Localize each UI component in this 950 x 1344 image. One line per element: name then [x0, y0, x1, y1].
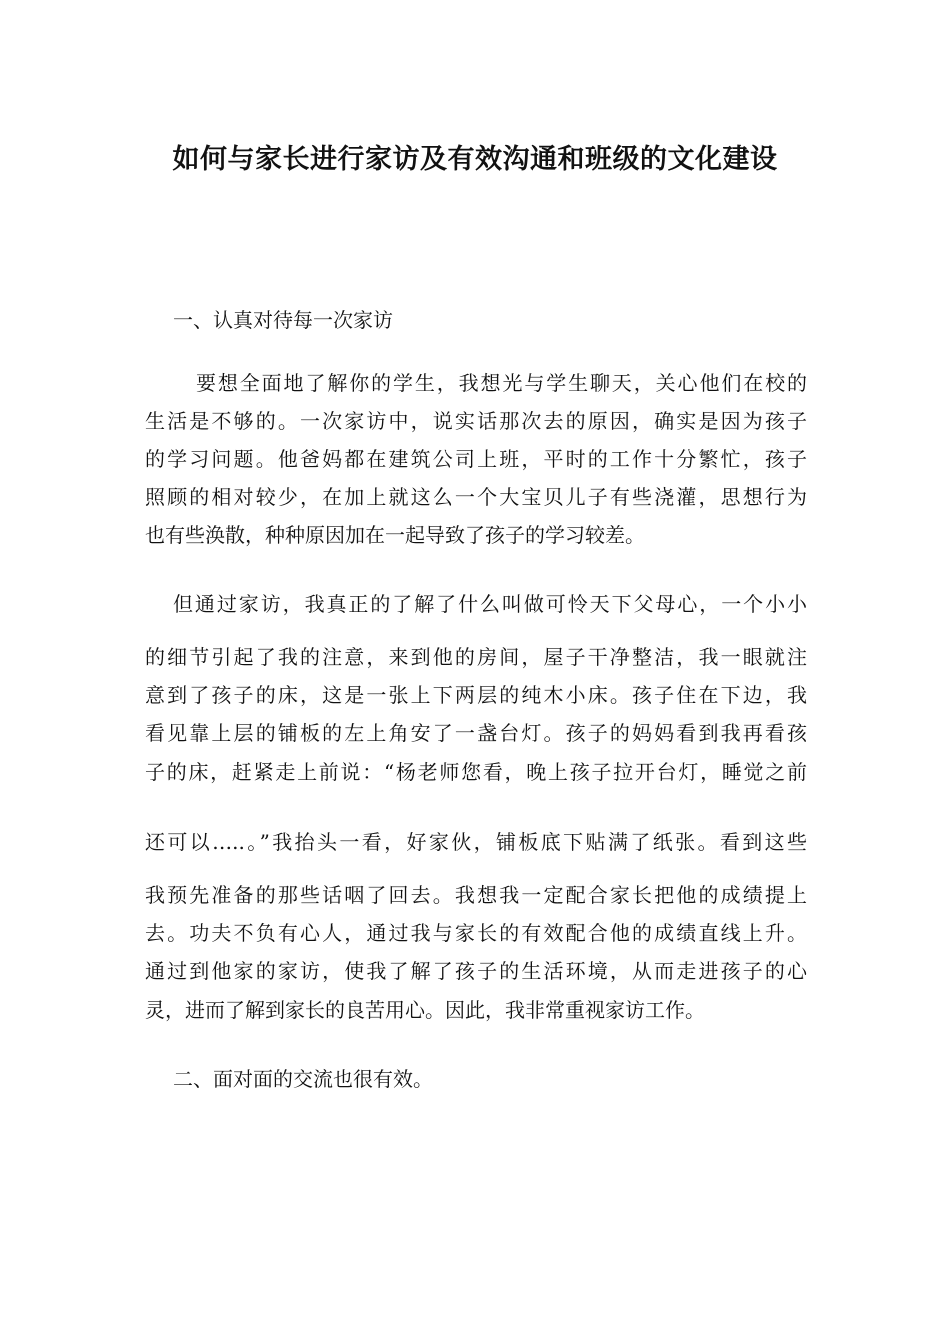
paragraph-1-line-5: 也有些涣散，种种原因加在一起导致了孩子的学习较差。 — [145, 523, 645, 547]
paragraph-2-line-9: 通过到他家的家访，使我了解了孩子的生活环境，从而走进孩子的心 — [145, 959, 807, 983]
paragraph-2-line-8: 去。功夫不负有心人，通过我与家长的有效配合他的成绩直线上升。 — [145, 921, 807, 945]
paragraph-2-line-4: 看见靠上层的铺板的左上角安了一盏台灯。孩子的妈妈看到我再看孩 — [145, 721, 807, 745]
paragraph-2-line-2: 的细节引起了我的注意，来到他的房间，屋子干净整洁，我一眼就注 — [145, 645, 807, 669]
section-heading-1: 一、认真对待每一次家访 — [173, 308, 393, 332]
section-heading-2: 二、面对面的交流也很有效。 — [173, 1067, 433, 1091]
paragraph-2-line-10: 灵，进而了解到家长的良苦用心。因此，我非常重视家访工作。 — [145, 998, 705, 1022]
paragraph-2-line-5: 子的床，赶紧走上前说：“杨老师您看，晚上孩子拉开台灯，睡觉之前 — [145, 760, 807, 784]
paragraph-2-line-7: 我预先准备的那些话咽了回去。我想我一定配合家长把他的成绩提上 — [145, 883, 807, 907]
paragraph-1-line-1: 要想全面地了解你的学生，我想光与学生聊天，关心他们在校的 — [196, 371, 807, 395]
paragraph-2-line-6: 还可以…..。”我抬头一看，好家伙，铺板底下贴满了纸张。看到这些 — [145, 830, 807, 854]
paragraph-2-line-3: 意到了孩子的床，这是一张上下两层的纯木小床。孩子住在下边，我 — [145, 683, 807, 707]
paragraph-1-line-2: 生活是不够的。一次家访中，说实话那次去的原因，确实是因为孩子 — [145, 409, 807, 433]
paragraph-1-line-3: 的学习问题。他爸妈都在建筑公司上班，平时的工作十分繁忙，孩子 — [145, 447, 807, 471]
document-title: 如何与家长进行家访及有效沟通和班级的文化建设 — [172, 144, 778, 175]
paragraph-1-line-4: 照顾的相对较少，在加上就这么一个大宝贝儿子有些浇灌，思想行为 — [145, 485, 807, 509]
paragraph-2-line-1: 但通过家访，我真正的了解了什么叫做可怜天下父母心，一个小小 — [173, 592, 807, 616]
